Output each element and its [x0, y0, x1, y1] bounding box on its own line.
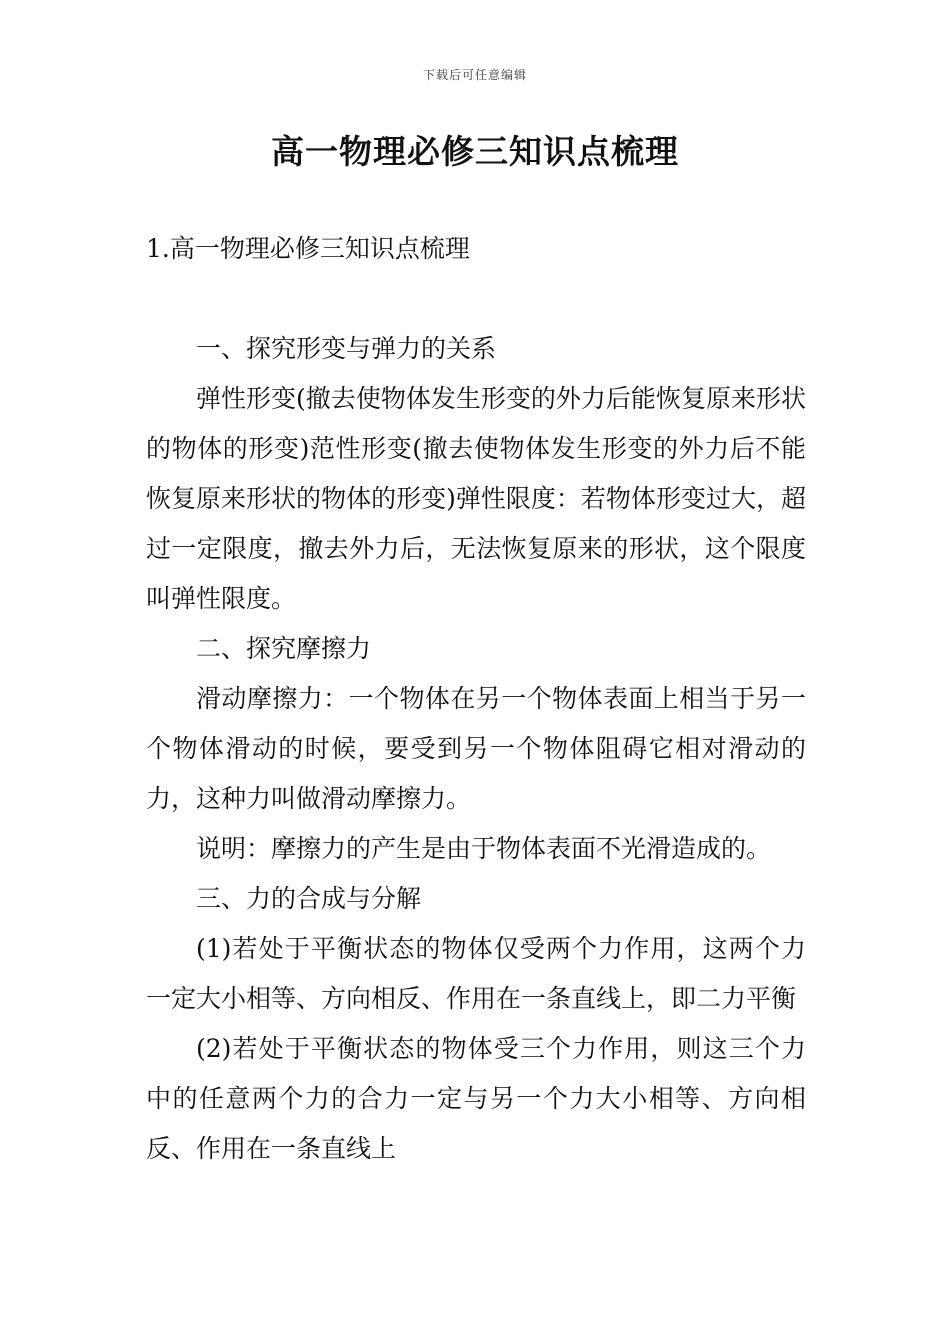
- header-note: 下载后可任意编辑: [422, 68, 527, 82]
- paragraph-sliding-friction: 滑动摩擦力：一个物体在另一个物体表面上相当于另一个物体滑动的时候，要受到另一个物体阻碍它相对滑动的力，这种力叫做滑动摩擦力。: [146, 684, 806, 813]
- section-heading: 1.高一物理必修三知识点梳理: [146, 234, 470, 263]
- document-title: 高一物理必修三知识点梳理: [271, 132, 679, 171]
- paragraph-three-force-balance: (2)若处于平衡状态的物体受三个力作用，则这三个力中的任意两个力的合力一定与另一个力大小相等、方向相反、作用在一条直线上: [146, 1034, 806, 1163]
- paragraph-friction-note: 说明：摩擦力的产生是由于物体表面不光滑造成的。: [196, 834, 772, 863]
- paragraph-elastic-deformation: 弹性形变(撤去使物体发生形变的外力后能恢复原来形状的物体的形变)范性形变(撤去使物体发生形变的外力后不能恢复原来形状的物体的形变)弹性限度：若物体形变过大，超过一定限度，撤去外力后，无法恢复原来的形状，这个限度叫弹性限度。: [146, 384, 806, 613]
- document-body: [146, 224, 806, 1174]
- paragraph-heading-2: 二、探究摩擦力: [196, 634, 372, 663]
- paragraph-heading-3: 三、力的合成与分解: [196, 884, 422, 913]
- paragraph-heading-1: 一、探究形变与弹力的关系: [196, 334, 497, 363]
- paragraph-two-force-balance: (1)若处于平衡状态的物体仅受两个力作用，这两个力一定大小相等、方向相反、作用在一条直线上，即二力平衡: [146, 934, 806, 1013]
